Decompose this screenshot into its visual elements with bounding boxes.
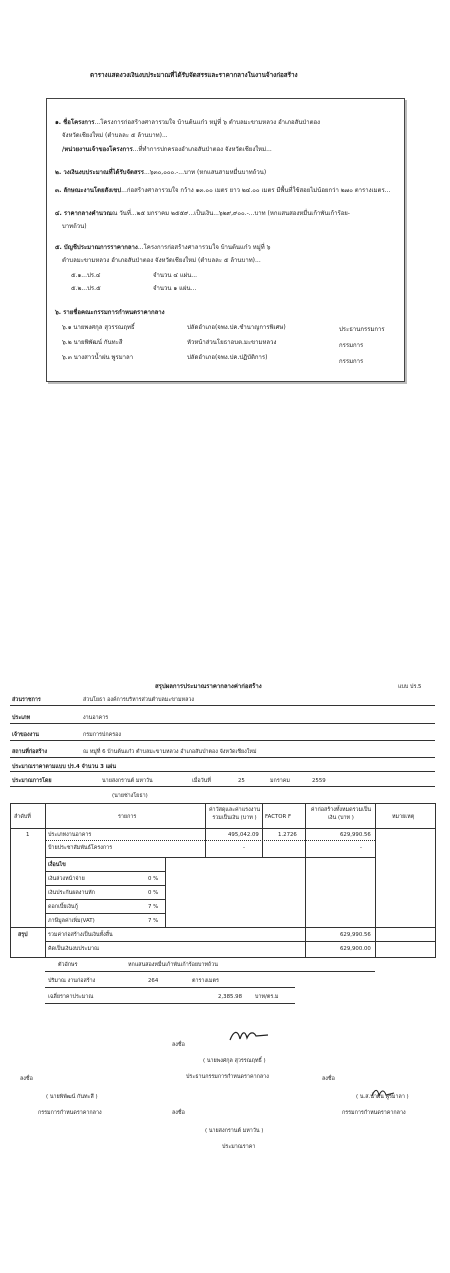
item5-label: ๕. บัญชีประมาณการราคากลาง	[55, 244, 138, 251]
sig2-name: ( นายพิพัฒน์ กันทะสี )	[46, 1094, 98, 1100]
item4-text: ณ วันที่...๒๕ มกราคม ๒๕๕๙...เป็นเงิน...๖๒๙,๙๐๐.-...บาท (หกแสนสองหมื่นเก้าพันเก้าร้อย-	[111, 210, 350, 217]
words-value: หกแสนสองหมื่นเก้าพันเก้าร้อยบาทถ้วน	[128, 962, 218, 968]
site-value: ณ หมู่ที่ 6 บ้านต้นแก๋ว ตำบลมะขามหลวง อำเภอสันป่าตอง จังหวัดเชียงใหม่	[83, 749, 257, 755]
cond-3-label: ดอกเบี้ยเงินกู้	[48, 904, 78, 910]
sig1-name: ( นายพงศกุล สุวรรณฤทธิ์ )	[203, 1058, 266, 1064]
cond-rule-3	[45, 913, 165, 914]
col-total-header: ค่าก่อสร้างทั้งหมดรวมเป็นเงิน (บาท )	[310, 807, 372, 821]
item1-text: ...โครงการก่อสร้างศาลารวมใจ บ้านต้นแก๋ว หมู่ที่ ๖ ตำบลมะขามหลวง อำเภอสันป่าตอง	[94, 119, 321, 126]
agency-value: ส่วนโยธา องค์การบริหารส่วนตำบลมะขามหลวง	[83, 697, 195, 703]
area-rule	[45, 987, 295, 988]
col-cost-header: ค่าวัสดุและค่าแรงงานรวมเป็นเงิน (บาท )	[208, 807, 261, 821]
summary-label: สรุป	[18, 932, 28, 938]
area-label: ปริมาณ งานก่อสร้าง	[48, 978, 96, 984]
table-col-7	[435, 803, 436, 958]
words-label: ตัวอักษร	[58, 962, 78, 968]
committee-1-name: ๖.๑ นายพงศกุล สุวรรณฤทธิ์	[62, 324, 135, 331]
col-note-header: หมายเหตุ	[392, 814, 415, 820]
table-col-6	[375, 803, 376, 958]
type-label: ประเภท	[12, 715, 31, 721]
owner-label: เจ้าของงาน	[12, 732, 39, 738]
type-value: งานอาคาร	[83, 715, 109, 721]
cond-1-value: 0 %	[148, 876, 159, 882]
sig3-role: กรรมการกำหนดราคากลาง	[342, 1110, 406, 1116]
item5-sub2-qty: จำนวน ๑ แผ่น...	[153, 285, 197, 292]
row2-total: -	[360, 845, 362, 851]
cond-rule-2	[45, 899, 165, 900]
committee-1-position: ปลัดอำเภอ(จพง.ปค.ชำนาญการพิเศษ)	[187, 324, 286, 331]
conditions-label: เงื่อนไข	[48, 862, 66, 868]
table-col-4	[262, 803, 263, 858]
item1-cont: จังหวัดเชียงใหม่ (ตำบลละ ๕ ล้านบาท)...	[62, 132, 168, 139]
site-label: สถานที่ก่อสร้าง	[12, 749, 48, 755]
cond-3-value: 7 %	[148, 904, 159, 910]
info-rule-4	[10, 757, 435, 758]
item3-label: ๓. ลักษณะงานโดยสังเขป	[55, 187, 122, 194]
item3-text: ...ก่อสร้างศาลารวมใจ กว้าง ๑๓.๐๐ เมตร ยาว ๒๔.๐๐ เมตร มีพื้นที่ใช้สอยไม่น้อยกว่า ๒๗๐ ตารางเมตร...	[121, 187, 391, 194]
info-rule-1	[10, 705, 435, 706]
area-value: 264	[148, 978, 159, 984]
item5-text: ...โครงการก่อสร้างศาลารวมใจ บ้านต้นแก๋ว หมู่ที่ ๖	[137, 244, 271, 251]
cond-rule-1	[45, 885, 165, 886]
info-rule-3	[10, 740, 435, 741]
table-col-5	[305, 803, 306, 958]
committee-2-role: กรรมการ	[339, 342, 364, 349]
item2-label: ๒. วงเงินงบประมาณที่ได้รับจัดสรร	[55, 169, 145, 176]
committee-3-name: ๖.๓ นางสาวน้ำฝน พูรมาลา	[62, 354, 134, 361]
form-ref: ประมาณราคาตามแบบ ปร.4 จำนวน 3 แผ่น	[12, 764, 117, 770]
cond-rule-0	[45, 871, 165, 872]
sig4-role: ประมาณราคา	[222, 1144, 256, 1150]
sig3-name: ( น.ส.น้ำฝน พูรมาลา )	[356, 1094, 409, 1100]
item2-line	[55, 169, 266, 176]
item5-sub1-qty: จำนวน ๔ แผ่น...	[153, 272, 198, 279]
words-rule	[45, 971, 375, 972]
item4-cont: บาทถ้วน)	[62, 223, 87, 230]
agency-label: ส่วนราชการ	[12, 697, 41, 703]
table-col-1	[10, 803, 11, 958]
cond-4-value: 7 %	[148, 918, 159, 924]
cond-2-value: 0 %	[148, 890, 159, 896]
item1-unit-text: ...ที่ทำการปกครองอำเภอสันป่าตอง จังหวัดเชียงใหม่...	[132, 146, 272, 153]
sig4-prefix: ลงชื่อ	[172, 1110, 185, 1116]
sig2-role: กรรมการกำหนดราคากลาง	[38, 1110, 102, 1116]
sig2-prefix: ลงชื่อ	[20, 1076, 33, 1082]
avg-rule	[45, 1003, 295, 1004]
item1-unit-line	[62, 146, 272, 153]
committee-2-position: หัวหน้าส่วนโยธาอบต.มะขามหลวง	[187, 339, 277, 346]
item5-cont: ตำบลมะขามหลวง อำเภอสันป่าตอง จังหวัดเชียงใหม่ (ตำบลละ ๕ ล้านบาท)...	[62, 257, 261, 264]
summary2-text: คิดเป็นเงินงบประมาณ	[48, 946, 100, 952]
info-rule-5	[10, 771, 435, 772]
item2-text: ...๖๓๐,๐๐๐.-...บาท (หกแสนสามหมื่นบาทถ้วน)	[144, 169, 267, 176]
estimator-label: ประมาณการโดย	[12, 778, 52, 784]
row1-cost: 495,042.09	[228, 832, 259, 838]
doc1-box	[46, 98, 405, 382]
cond-col-right	[165, 857, 166, 927]
item3-line	[55, 187, 390, 194]
item6-label: ๖. รายชื่อคณะกรรมการกำหนดราคากลาง	[55, 309, 165, 316]
col-factor-header: FACTOR F	[265, 814, 292, 820]
sig1-role: ประธานกรรมการกำหนดราคากลาง	[186, 1074, 269, 1080]
item5-sub1: ๕.๑...ปร.๔	[71, 272, 101, 279]
doc2-title: สรุปผลการประมาณราคากลางค่าก่อสร้าง	[155, 683, 262, 690]
summary1-text: รวมค่าก่อสร้างเป็นเงินทั้งสิ้น	[48, 932, 113, 938]
committee-3-role: กรรมการ	[339, 358, 364, 365]
cond-1-label: เงินล่วงหน้าจ่าย	[48, 876, 85, 882]
summary-rule-1	[45, 941, 435, 942]
row1-item: ประเภทงานอาคาร	[48, 832, 92, 838]
sig4-name: ( นายสงกรานต์ มหาวัน )	[205, 1128, 264, 1134]
avg-value: 2,385.98	[218, 994, 243, 1000]
row1-no: 1	[26, 832, 30, 838]
avg-label: เฉลี่ยราคาประมาณ	[48, 994, 94, 1000]
date-day: 25	[238, 778, 245, 784]
committee-1-role: ประธานกรรมการ	[339, 326, 385, 333]
table-top	[10, 803, 435, 804]
cond-2-label: เงินประกันผลงานหัก	[48, 890, 95, 896]
item4-label: ๔. ราคากลางคำนวณ	[55, 210, 112, 217]
table-col-2	[45, 803, 46, 958]
info-rule-6	[10, 786, 435, 787]
table-bottom	[10, 957, 435, 958]
estimator-value: นายสงกรานต์ มหาวัน	[102, 778, 153, 784]
sig1-prefix: ลงชื่อ	[172, 1042, 185, 1048]
info-rule-2	[10, 723, 435, 724]
col-item-header: รายการ	[118, 814, 137, 820]
cond-4-label: ภาษีมูลค่าเพิ่ม(VAT)	[48, 918, 95, 924]
row1-total: 629,990.56	[340, 832, 371, 838]
area-unit: ตารางเมตร	[192, 978, 219, 984]
item4-line	[55, 210, 350, 217]
item5-line	[55, 244, 270, 251]
table-col-3	[205, 803, 206, 858]
item1-line	[55, 119, 320, 126]
row1-rule	[45, 840, 375, 841]
sig1-signature	[228, 1026, 273, 1044]
owner-value: กรมการปกครอง	[83, 732, 121, 738]
table-header-bottom	[10, 828, 435, 829]
item5-sub2: ๕.๒...ปร.๕	[71, 285, 101, 292]
doc2-form-no: แบบ ปร.5	[398, 684, 422, 690]
committee-2-name: ๖.๒ นายพิพัฒน์ กันทะสี	[62, 339, 123, 346]
summary2-value: 629,900.00	[340, 946, 371, 952]
summary1-value: 629,990.56	[340, 932, 371, 938]
date-year: 2559	[312, 778, 326, 784]
date-label: เมื่อวันที่	[192, 778, 211, 784]
estimator-role: (นายช่างโยธา)	[112, 793, 148, 799]
cond-rule-4	[10, 927, 435, 928]
row1-factor: 1.2726	[278, 832, 297, 838]
row2-item: ป้ายประชาสัมพันธ์โครงการ	[48, 845, 113, 851]
avg-unit: บาท/ตร.ม	[255, 994, 279, 1000]
row2-rule	[45, 857, 375, 858]
committee-3-position: ปลัดอำเภอ(จพง.ปค.ปฏิบัติการ)	[187, 354, 268, 361]
sig3-prefix: ลงชื่อ	[322, 1076, 335, 1082]
item1-unit-label: /หน่วยงานเจ้าของโครงการ	[62, 146, 133, 153]
col-no-header: ลำดับที่	[14, 814, 31, 820]
doc1-title: ตารางแสดงวงเงินงบประมาณที่ได้รับจัดสรรและราคากลางในงานจ้างก่อสร้าง	[90, 72, 298, 79]
date-month: มกราคม	[270, 778, 290, 784]
item1-label: ๑. ชื่อโครงการ	[55, 119, 95, 126]
row2-cost: -	[243, 845, 245, 851]
